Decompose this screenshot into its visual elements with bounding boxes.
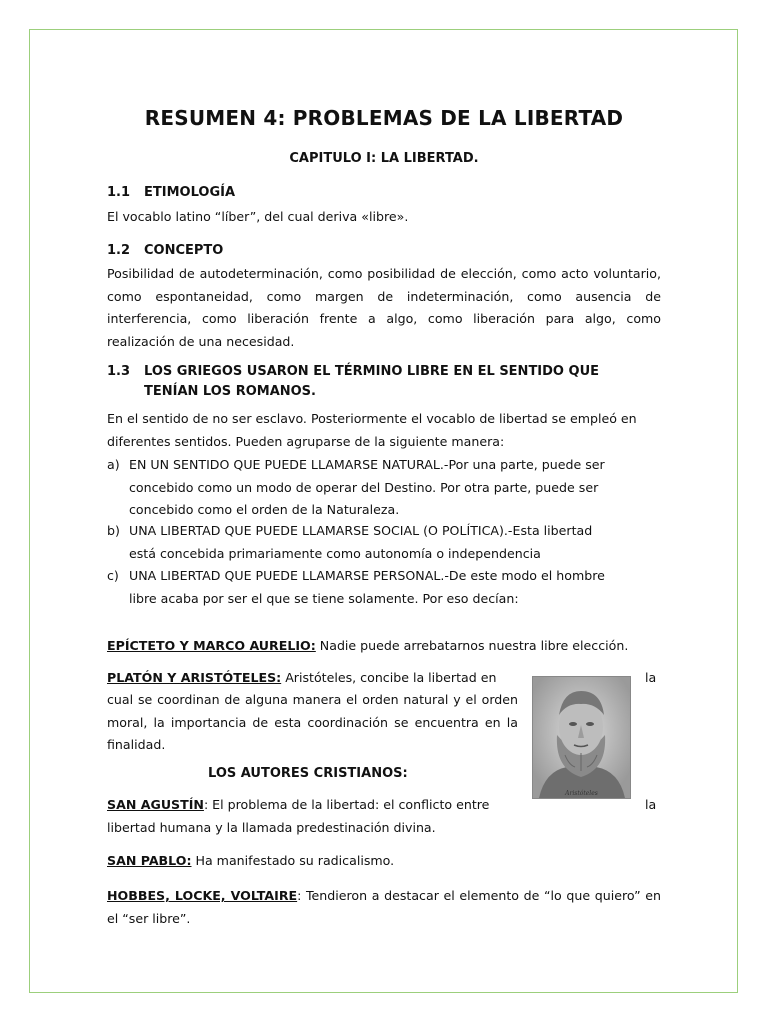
- list-item-line1: EN UN SENTIDO QUE PUEDE LLAMARSE NATURAL.-Por una parte, puede ser: [129, 457, 605, 472]
- section-cristianos: LOS AUTORES CRISTIANOS:: [208, 766, 408, 781]
- author-lead: EPÍCTETO Y MARCO AURELIO:: [107, 638, 316, 653]
- section-number: 1.2: [107, 243, 131, 258]
- list-item-line1: UNA LIBERTAD QUE PUEDE LLAMARSE SOCIAL (O POLÍTICA).-Esta libertad: [129, 523, 593, 538]
- section-number: 1.3: [107, 364, 131, 379]
- author-text: : El problema de la libertad: el conflicto entre: [203, 797, 490, 812]
- section-heading-griegos: [107, 364, 667, 399]
- section-title-line1: LOS GRIEGOS USARON EL TÉRMINO LIBRE EN EL SENTIDO QUE: [144, 364, 599, 379]
- list-item-rest: está concebida primariamente como autonomía o independencia: [129, 545, 541, 561]
- list-marker: b): [107, 523, 120, 538]
- section-heading-etimologia: [107, 185, 235, 200]
- author-lead: SAN AGUSTÍN: [107, 797, 204, 812]
- paragraph-agustin-rest: libertad humana y la llamada predestinación divina.: [107, 820, 436, 835]
- list-item-a: [107, 454, 661, 522]
- list-item-rest: concebido como un modo de operar del Destino. Por otra parte, puede ser concebido como el orden de la Naturaleza.: [129, 479, 599, 517]
- author-text: Ha manifestado su radicalismo.: [191, 853, 395, 868]
- section-number: 1.1: [107, 185, 131, 200]
- author-text: Nadie puede arrebatarnos nuestra libre elección.: [315, 638, 629, 653]
- list-item-c: [107, 565, 661, 610]
- chapter-heading: CAPITULO I: LA LIBERTAD.: [289, 151, 479, 166]
- author-lead: PLATÓN Y ARISTÓTELES:: [107, 670, 282, 685]
- author-text: Aristóteles, concibe la libertad en: [281, 670, 497, 685]
- paragraph-platon-line1: [107, 667, 518, 690]
- author-lead: SAN PABLO:: [107, 853, 192, 868]
- paragraph-platon-tail: la: [645, 670, 657, 685]
- section-text-etimologia: El vocablo latino “líber”, del cual deriva «libre».: [107, 209, 409, 224]
- document-title: RESUMEN 4: PROBLEMAS DE LA LIBERTAD: [144, 106, 624, 130]
- list-marker: c): [107, 568, 119, 583]
- paragraph-hobbes: [107, 885, 661, 930]
- section-title: ETIMOLOGÍA: [144, 185, 236, 200]
- photo-caption: Aristóteles: [565, 790, 598, 797]
- paragraph-pablo: [107, 850, 661, 873]
- list-item-b: [107, 520, 661, 565]
- paragraph-epicteto: [107, 635, 661, 658]
- section-title: CONCEPTO: [144, 243, 224, 258]
- paragraph-platon-rest: cual se coordinan de alguna manera el orden natural y el orden moral, la importancia de esta coordinación se encuentra en la finalidad.: [107, 692, 518, 752]
- author-lead: HOBBES, LOCKE, VOLTAIRE: [107, 888, 298, 903]
- section-title-line2: TENÍAN LOS ROMANOS.: [144, 384, 316, 399]
- section-heading-concepto: [107, 243, 223, 258]
- bust-image: [533, 677, 630, 798]
- list-item-line1: UNA LIBERTAD QUE PUEDE LLAMARSE PERSONAL.-De este modo el hombre: [129, 568, 605, 583]
- list-marker: a): [107, 457, 120, 472]
- paragraph-agustin-line1: [107, 794, 518, 817]
- list-item-rest: libre acaba por ser el que se tiene solamente. Por eso decían:: [129, 590, 519, 606]
- paragraph-agustin-tail: la: [645, 797, 657, 812]
- section-text-griegos: En el sentido de no ser esclavo. Posteriormente el vocablo de libertad se empleó en diferentes sentidos. Pueden agruparse de la siguiente manera:: [107, 411, 637, 449]
- section-text-concepto: Posibilidad de autodeterminación, como posibilidad de elección, como acto voluntario, como espontaneidad, como margen de indeterminación, como ausencia de interferencia, como liberación frente a algo, como liberación para algo, como realización de una necesidad.: [107, 266, 661, 349]
- author-text: : Tendieron a destacar el elemento de “lo que quiero” en el “ser libre”.: [107, 888, 662, 926]
- aristotle-portrait: [532, 676, 631, 799]
